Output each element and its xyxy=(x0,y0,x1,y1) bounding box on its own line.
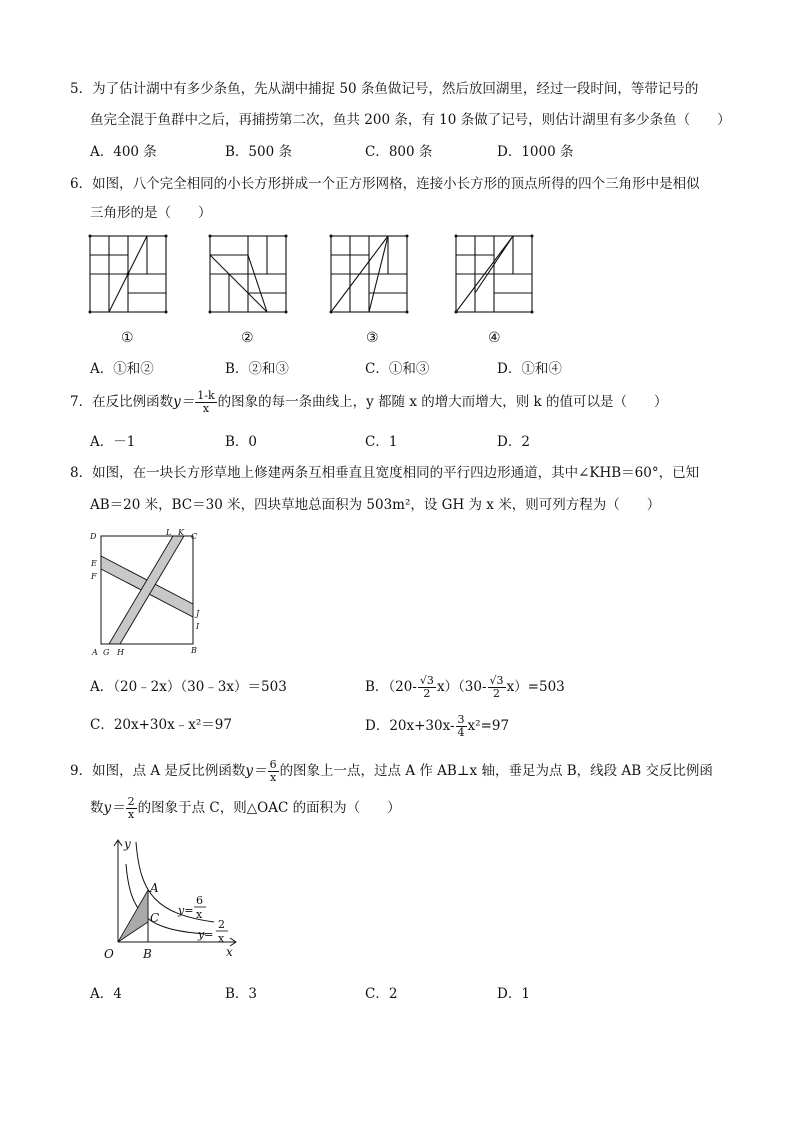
q5-option-d: D．1000 条 xyxy=(497,144,574,160)
q9-frac1-num: 6 xyxy=(269,758,277,771)
q9-curve-label-1-num: 6 xyxy=(196,894,203,907)
q9-frac1-den: x xyxy=(269,771,277,784)
q6-figure-1 xyxy=(86,232,172,318)
q8-label-f: F xyxy=(91,572,97,581)
q8-optb-mid: x）（30- xyxy=(436,679,487,695)
q5-option-a: A．400 条 xyxy=(90,144,157,160)
q9-frac1 xyxy=(268,759,279,784)
q9-option-c: C．2 xyxy=(365,986,398,1002)
q7-fraction xyxy=(195,390,216,415)
q8-optb-frac2-num: √3 xyxy=(489,674,504,687)
q6-figure-label-3: ③ xyxy=(366,330,379,346)
q9-label-b: B xyxy=(143,947,152,961)
q8-label-k: K xyxy=(178,528,184,537)
q8-optb-prefix: B．（20- xyxy=(365,679,417,695)
q8-label-h: H xyxy=(117,648,124,657)
q8-stem-line2: AB＝20 米，BC＝30 米，四块草地总面积为 503m²，设 GH 为 x 米，则可列方程为（ ） xyxy=(90,497,661,513)
q7-suffix: 的图象的每一条曲线上，y 都随 x 的增大而增大，则 k 的值可以是（ ） xyxy=(217,394,668,410)
q6-stem-line1: 6．如图，八个完全相同的小长方形拼成一个正方形网格，连接小长方形的顶点所得的四个三角形中是相似 xyxy=(70,176,700,192)
q8-label-c: C xyxy=(191,532,198,541)
q7-prefix: 7．在反比例函数 xyxy=(70,394,174,410)
q9-curve-label-2-den: x xyxy=(218,932,225,945)
q6-option-b: B．②和③ xyxy=(225,361,289,377)
q9-option-d: D．1 xyxy=(497,986,530,1002)
q9-option-b: B．3 xyxy=(225,986,258,1002)
q7-stem xyxy=(70,390,668,415)
q5-option-c: C．800 条 xyxy=(365,144,433,160)
q9-y-eq-2: y＝ xyxy=(103,800,125,816)
q6-figure-label-2: ② xyxy=(241,330,254,346)
q8-optd-frac-num: 3 xyxy=(457,713,465,726)
q9-label-a: A xyxy=(150,881,159,895)
q8-label-b: B xyxy=(191,646,197,655)
q9-line2-prefix: 数 xyxy=(90,800,104,816)
q7-option-d: D．2 xyxy=(497,434,530,450)
q6-figure-label-4: ④ xyxy=(488,330,501,346)
q9-label-y: y xyxy=(124,837,131,851)
q6-option-a: A．①和② xyxy=(90,361,154,377)
q8-optb-frac1-den: 2 xyxy=(423,687,431,700)
q9-frac2-den: x xyxy=(128,808,135,821)
q6-option-d: D．①和④ xyxy=(497,361,562,377)
q6-stem-line2: 三角形的是（ ） xyxy=(90,205,212,221)
q6-option-c: C．①和③ xyxy=(365,361,430,377)
q6-figure-3 xyxy=(327,232,413,318)
q9-frac2 xyxy=(126,796,137,821)
q5-stem-line2: 鱼完全混于鱼群中之后，再捕捞第二次，鱼共 200 条，有 10 条做了记号，则估计湖里有多少条鱼（ ） xyxy=(90,112,731,128)
q8-label-g: G xyxy=(103,648,110,657)
q9-option-a: A．4 xyxy=(90,986,122,1002)
q9-curve-label-2-num: 2 xyxy=(218,918,225,931)
q8-optb-suffix: x）=503 xyxy=(506,679,565,695)
q6-figure-4 xyxy=(452,232,538,318)
q8-optb-frac2-den: 2 xyxy=(493,687,501,700)
q7-frac-num: 1-k xyxy=(197,389,215,402)
q8-label-l: L xyxy=(166,528,172,537)
q7-option-a: A．－1 xyxy=(90,434,136,450)
q9-y-eq-1: y＝ xyxy=(245,763,267,779)
q8-optd-frac xyxy=(456,714,467,739)
q9-frac2-num: 2 xyxy=(127,795,135,808)
q9-line2-suffix: 的图象于点 C，则△OAC 的面积为（ ） xyxy=(137,800,401,816)
q8-option-c: C．20x+30x﹣x²＝97 xyxy=(90,717,232,733)
q7-frac-den: x xyxy=(202,402,210,415)
q8-optb-frac2 xyxy=(488,675,506,700)
q9-label-o: O xyxy=(104,947,114,961)
q8-figure xyxy=(86,526,216,660)
q9-curve-label-2: y= xyxy=(198,928,214,941)
q8-label-j: J xyxy=(196,609,200,618)
q8-optb-frac1 xyxy=(418,675,436,700)
q8-option-a: A．（20﹣2x）（30﹣3x）＝503 xyxy=(90,679,287,695)
q9-stem-line2 xyxy=(90,796,401,821)
q9-prefix: 9．如图，点 A 是反比例函数 xyxy=(70,763,246,779)
q9-curve-label-1-den: x xyxy=(196,908,203,921)
q8-option-b xyxy=(365,675,565,700)
q5-option-b: B．500 条 xyxy=(225,144,292,160)
q7-option-b: B．0 xyxy=(225,434,258,450)
q8-label-d: D xyxy=(90,532,97,541)
q8-stem-line1: 8．如图，在一块长方形草地上修建两条互相垂直且宽度相同的平行四边形通道，其中∠KHB＝60°，已知 xyxy=(70,465,700,481)
q6-figure-label-1: ① xyxy=(121,330,134,346)
q9-curve-label-1: y= xyxy=(178,904,194,917)
q8-label-i: I xyxy=(196,622,200,631)
q8-optd-frac-den: 4 xyxy=(457,726,465,739)
q8-option-d xyxy=(365,714,509,739)
q9-figure xyxy=(96,834,246,966)
q8-label-e: E xyxy=(91,559,97,568)
q8-optb-frac1-num: √3 xyxy=(419,674,434,687)
q8-optd-prefix: D．20x+30x- xyxy=(365,718,455,734)
q9-mid: 的图象上一点，过点 A 作 AB⊥x 轴，垂足为点 B，线段 AB 交反比例函 xyxy=(279,763,713,779)
q7-option-c: C．1 xyxy=(365,434,398,450)
q8-optd-suffix: x²=97 xyxy=(467,718,510,734)
q7-y-eq: y＝ xyxy=(173,394,195,410)
q9-stem-line1 xyxy=(70,759,713,784)
q5-stem-line1: 5．为了估计湖中有多少条鱼，先从湖中捕捉 50 条鱼做记号，然后放回湖里，经过一段时间，等带记号的 xyxy=(70,81,699,97)
q9-label-c: C xyxy=(150,911,160,925)
q9-label-x: x xyxy=(226,945,233,959)
q8-label-a: A xyxy=(92,648,98,657)
q6-figure-2 xyxy=(206,232,292,318)
